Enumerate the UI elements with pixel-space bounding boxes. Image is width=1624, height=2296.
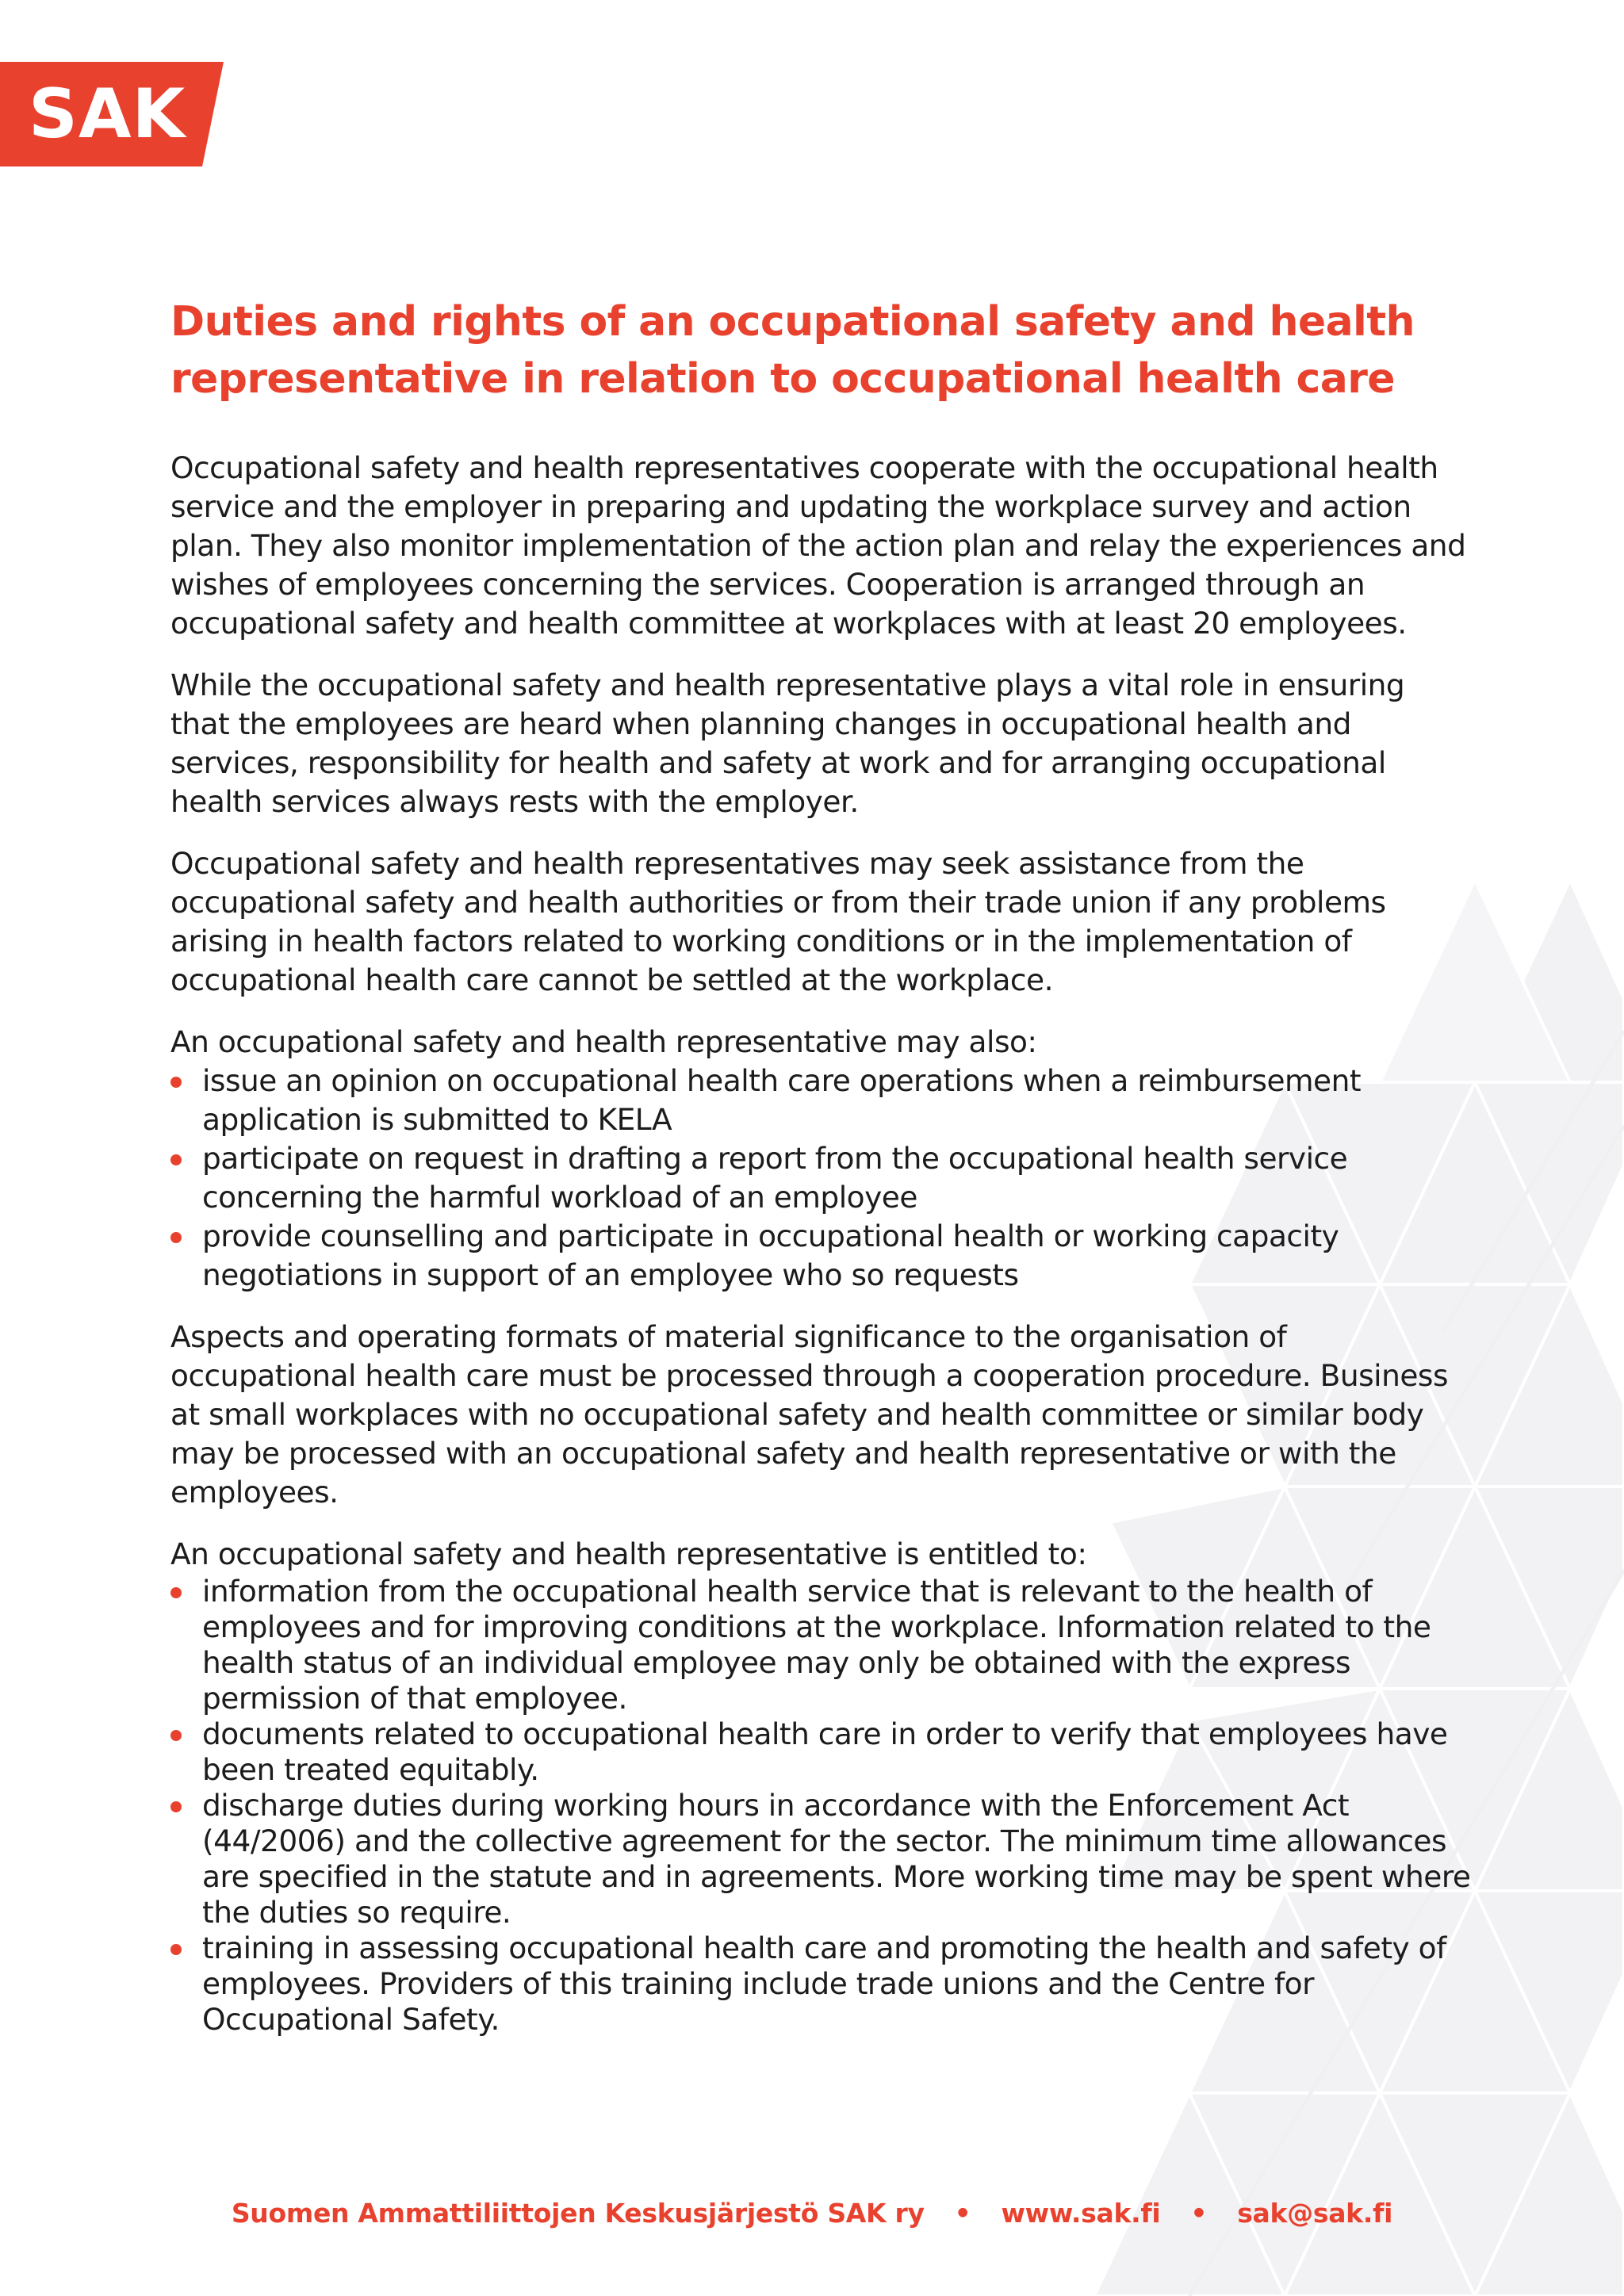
sak-logo: [0, 62, 224, 166]
list-item: discharge duties during working hours in accordance with the Enforcement Act (44/2006) and the collective agreement for the sector. The minimum time allowances are specified in the statute and in agreements. More working time may be spent where the duties so require.: [170, 1788, 1471, 1931]
document-body: [170, 293, 1471, 2038]
footer-organization: Suomen Ammattiliittojen Keskusjärjestö SAK ry: [231, 2198, 925, 2229]
paragraph-cooperation: Occupational safety and health representatives cooperate with the occupational health service and the employer in preparing and updating the workplace survey and action plan. They also monitor implementation of the action plan and relay the experiences and wishes of employees concerning the services. Cooperation is arranged through an occupational safety and health committee at workplaces with at least 20 employees.: [170, 450, 1466, 641]
list-item: documents related to occupational health care in order to verify that employees have been treated equitably.: [170, 1716, 1471, 1788]
footer-email-link[interactable]: sak@sak.fi: [1237, 2198, 1393, 2229]
footer-website-link[interactable]: www.sak.fi: [1001, 2198, 1161, 2229]
footer-separator: •: [1190, 2198, 1208, 2229]
page-title: Duties and rights of an occupational safety and health representative in relation to occupational health care: [170, 298, 1415, 403]
footer: [0, 2198, 1624, 2229]
paragraph-aspects: Aspects and operating formats of material significance to the organisation of occupational health care must be processed through a cooperation procedure. Business at small workplaces with no occupational safety and health committee or similar body may be processed with an occupational safety and health representative or with the employees.: [170, 1319, 1449, 1510]
list-item: provide counselling and participate in occupational health or working capacity negotiations in support of an employee who so requests: [170, 1217, 1471, 1295]
may-also-intro: An occupational safety and health representative may also:: [170, 1024, 1037, 1059]
list-item: participate on request in drafting a report from the occupational health service concerning the harmful workload of an employee: [170, 1139, 1471, 1217]
list-item: issue an opinion on occupational health care operations when a reimbursement application is submitted to KELA: [170, 1062, 1471, 1139]
footer-separator: •: [954, 2198, 971, 2229]
entitled-to-list: [170, 1574, 1471, 2038]
logo-text: SAK: [29, 75, 186, 154]
paragraph-employer-responsibility: While the occupational safety and health representative plays a vital role in ensuring that the employees are heard when planning changes in occupational health and services, responsibility for health and safety at work and for arranging occupational health services always rests with the employer.: [170, 668, 1405, 819]
list-item: information from the occupational health service that is relevant to the health of employees and for improving conditions at the workplace. Information related to the health status of an individual employee may only be obtained with the express permission of that employee.: [170, 1574, 1471, 1716]
may-also-list: [170, 1062, 1471, 1295]
paragraph-assistance: Occupational safety and health representatives may seek assistance from the occupational safety and health authorities or from their trade union if any problems arising in health factors related to working conditions or in the implementation of occupational health care cannot be settled at the workplace.: [170, 846, 1386, 997]
list-item: training in assessing occupational health care and promoting the health and safety of employees. Providers of this training include trade unions and the Centre for Occupational Safety.: [170, 1931, 1471, 2038]
entitled-to-intro: An occupational safety and health representative is entitled to:: [170, 1536, 1087, 1571]
